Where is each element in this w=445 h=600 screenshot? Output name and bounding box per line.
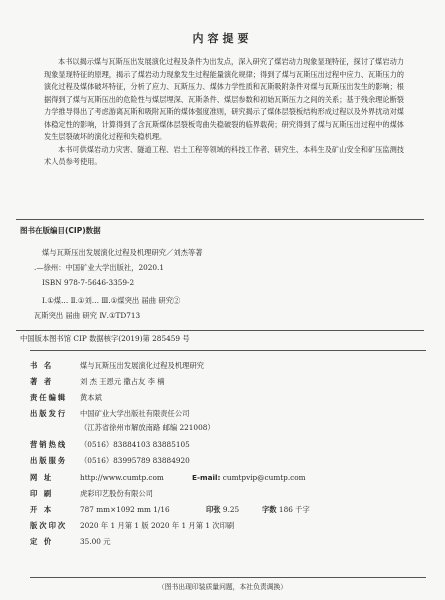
format-label: 开 本 [30,505,54,514]
abstract-title: 内容提要 [192,32,253,45]
author-value: 刘 杰 王恩元 撒占友 李 楠 [80,377,165,386]
sales-label: 营销热线 [30,440,68,449]
publication-info [30,350,426,578]
sales-value: （0516）83884103 83885105 [80,440,190,449]
publisher-value: 中国矿业大学出版社有限责任公司 [80,409,190,418]
words-group [262,505,310,515]
abstract-paragraph-2: 本书可供煤岩动力灾害、隧道工程、岩土工程等领域的科技工作者、研究生、本科生及矿山安全和矿压监测技术人员参考使用。 [44,144,404,166]
author-label: 著 者 [30,377,54,386]
cip-record-number: 中国版本图书馆 CIP 数据核字(2019)第 285459 号 [20,334,190,343]
cip-block [16,219,424,331]
book-title-label: 书 名 [30,361,54,370]
cip-classification-line: Ⅰ.①煤… Ⅱ.①刘… Ⅲ.①煤突出 届曲 研究② [42,296,181,305]
abstract-paragraph-1: 本书以揭示煤与瓦斯压出发展演化过程及条件为出发点，深入研究了煤岩动力现象显现特征，探讨了煤岩动力现象显现特征的原理，揭示了煤岩动力现象发生过程能量演化规律；得到了煤与瓦斯压出过程中应力、瓦斯压力的演化过程及煤体破坏特征，分析了应力、瓦斯压力、煤体力学性质和瓦斯吸附条件对煤与瓦斯压出发生的影响；根据得到了煤与瓦斯压出的危险性与煤层埋深、瓦斯条件、煤层参数和初始瓦斯压力之间的关系；基于残余理论断裂力学推导得出了考虑游离瓦斯和吸附瓦斯的煤体强度准则，研究揭示了煤体层裂板结构形成过程以及外界扰动对煤体稳定性的影响，计算得到了含瓦斯煤体层裂板弯曲失稳破裂的临界载荷；研究得到了煤与瓦斯压出过程中的煤体发生层裂破坏的演化过程和失稳机理。 [44,57,404,141]
email-group [192,473,306,482]
web-value: http://www.cumtp.com [80,473,164,482]
print-label: 印 刷 [30,489,54,498]
cip-isbn-line: ISBN 978-7-5646-3359-2 [42,278,135,287]
sheets-group [206,505,239,515]
editor-label: 责任编辑 [30,393,68,402]
format-value: 787 mm×1092 mm 1/16 [80,505,170,514]
email-value: cumtpvip@cumtp.com [222,473,306,482]
web-label: 网 址 [30,473,54,482]
cip-classification-line-2: 瓦斯突出 届曲 研究 Ⅳ.①TD713 [34,311,141,320]
sheets-label: 印张 [206,505,221,514]
print-value: 虎彩印艺股份有限公司 [80,489,153,498]
address-value: （江苏省徐州市解放南路 邮编 221008） [80,423,215,432]
price-value: 35.00 元 [80,537,111,546]
price-label: 定 价 [30,537,54,546]
cip-heading: 图书在版编目(CIP)数据 [20,226,101,235]
words-value: 186 千字 [278,505,310,514]
email-label: E-mail: [192,473,221,482]
service-label: 出版服务 [30,456,68,465]
cip-title-line: 煤与瓦斯压出发展演化过程及机理研究／刘杰等著 [42,248,203,257]
editor-value: 黄本斌 [80,393,102,402]
edition-value: 2020 年 1 月第 1 版 2020 年 1 月第 1 次印刷 [80,521,235,530]
book-title-value: 煤与瓦斯压出发展演化过程及机理研究 [80,361,205,370]
publisher-label: 出版发行 [30,409,68,418]
quality-note: （图书出现印装质量问题，本社负责调换） [157,583,288,591]
cip-publisher-line: .—徐州：中国矿业大学出版社，2020.1 [34,263,165,272]
abstract-text [44,56,404,169]
edition-label: 版次印次 [30,521,68,530]
sheets-value: 9.25 [222,505,240,514]
words-label: 字数 [262,505,277,514]
service-value: （0516）83995789 83884920 [80,456,190,465]
